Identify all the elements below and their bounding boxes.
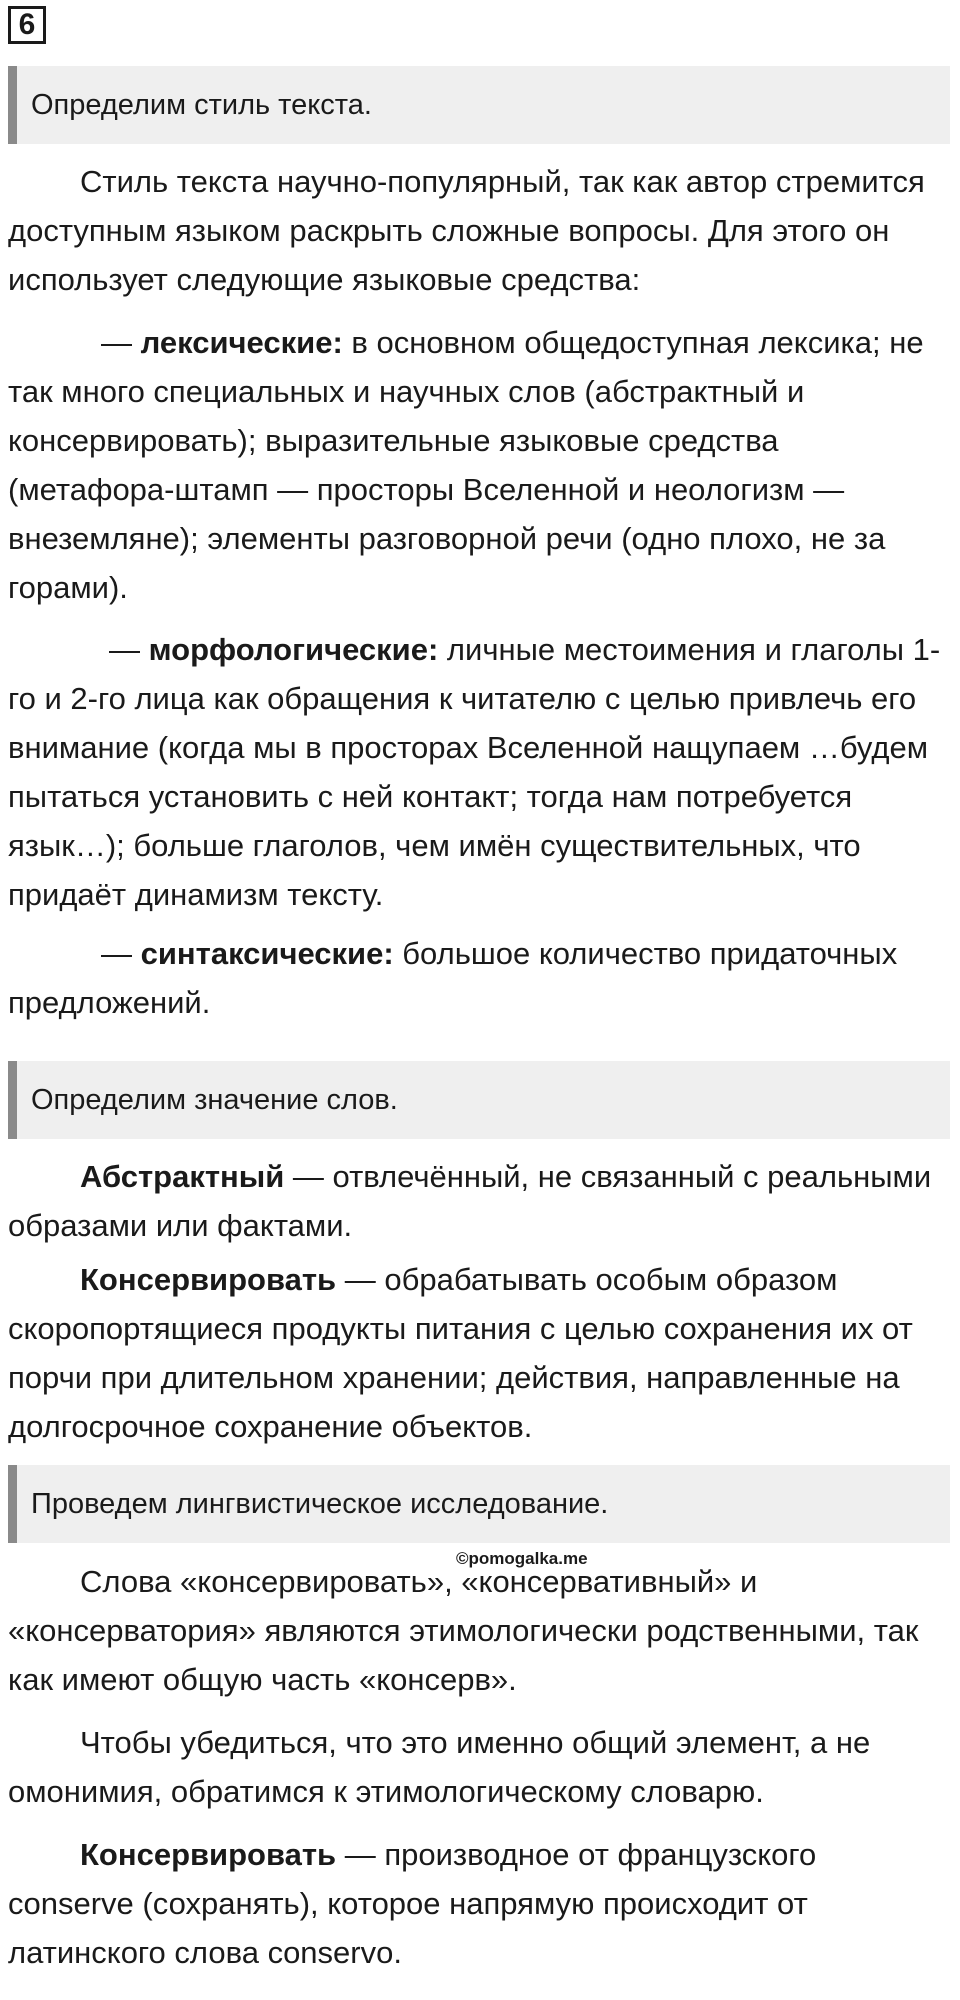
dash: — [101,325,141,360]
term-conserve: Консервировать [80,1262,337,1297]
definition-conserve [8,1255,950,1451]
text-abstract: — отвлечённый, не связанный с реальными образами или фактами. [8,1159,932,1243]
paragraph-morphological [8,625,950,919]
term-syntactic: синтаксические: [140,936,394,971]
watermark: ©pomogalka.me [456,1549,588,1568]
section-header-style: Определим стиль текста. [8,66,950,144]
paragraph-syntactic [8,929,950,1027]
task-number-badge: 6 [8,6,46,44]
term-conserve-etymology: Консервировать [80,1837,337,1872]
section-header-meanings: Определим значение слов. [8,1061,950,1139]
dash: — [109,632,149,667]
dash: — [101,936,141,971]
section-header-research: Проведем лингвистическое исследование. [8,1465,950,1543]
definition-abstract [8,1152,950,1250]
text-morphological: личные местоимения и глаголы 1-го и 2-го лица как обращения к читателю с целью привлечь его внимание (когда мы в просторах Вселенной нащупаем …будем пытаться установить с ней контакт; тогда нам потребуется язык…); больше глаголов, чем имён существительных, что придаёт динамизм тексту. [8,632,941,912]
term-abstract: Абстрактный [80,1159,285,1194]
text-lexical: в основном общедоступная лексика; не так много специальных и научных слов (абстрактный и консервировать); выразительные языковые средства (метафора-штамп — просторы Вселенной и неологизм — внеземляне); элементы разговорной речи (одно плохо, не за горами). [8,325,924,605]
text-conserve: — обрабатывать особым образом скоропортящиеся продукты питания с целью сохранения их от порчи при длительном хранении; действия, направленные на долгосрочное сохранение объектов. [8,1262,913,1444]
term-morphological: морфологические: [148,632,439,667]
paragraph-research-1: Слова «консервировать», «консервативный» и «консерватория» являются этимологически родственными, так как имеют общую часть «консерв». [8,1564,919,1697]
term-lexical: лексические: [140,325,343,360]
text-syntactic: большое количество придаточных предложений. [8,936,898,1020]
paragraph-style-intro: Стиль текста научно-популярный, так как автор стремится доступным языком раскрыть сложные вопросы. Для этого он использует следующие языковые средства: [8,164,925,297]
paragraph-research-2: Чтобы убедиться, что это именно общий элемент, а не омонимия, обратимся к этимологическому словарю. [8,1725,871,1809]
paragraph-lexical [8,318,950,612]
text-conserve-etymology: — производное от французского conserve (сохранять), которое напрямую происходит от латинского слова conservo. [8,1837,817,1970]
definition-conserve-etymology [8,1830,950,1977]
